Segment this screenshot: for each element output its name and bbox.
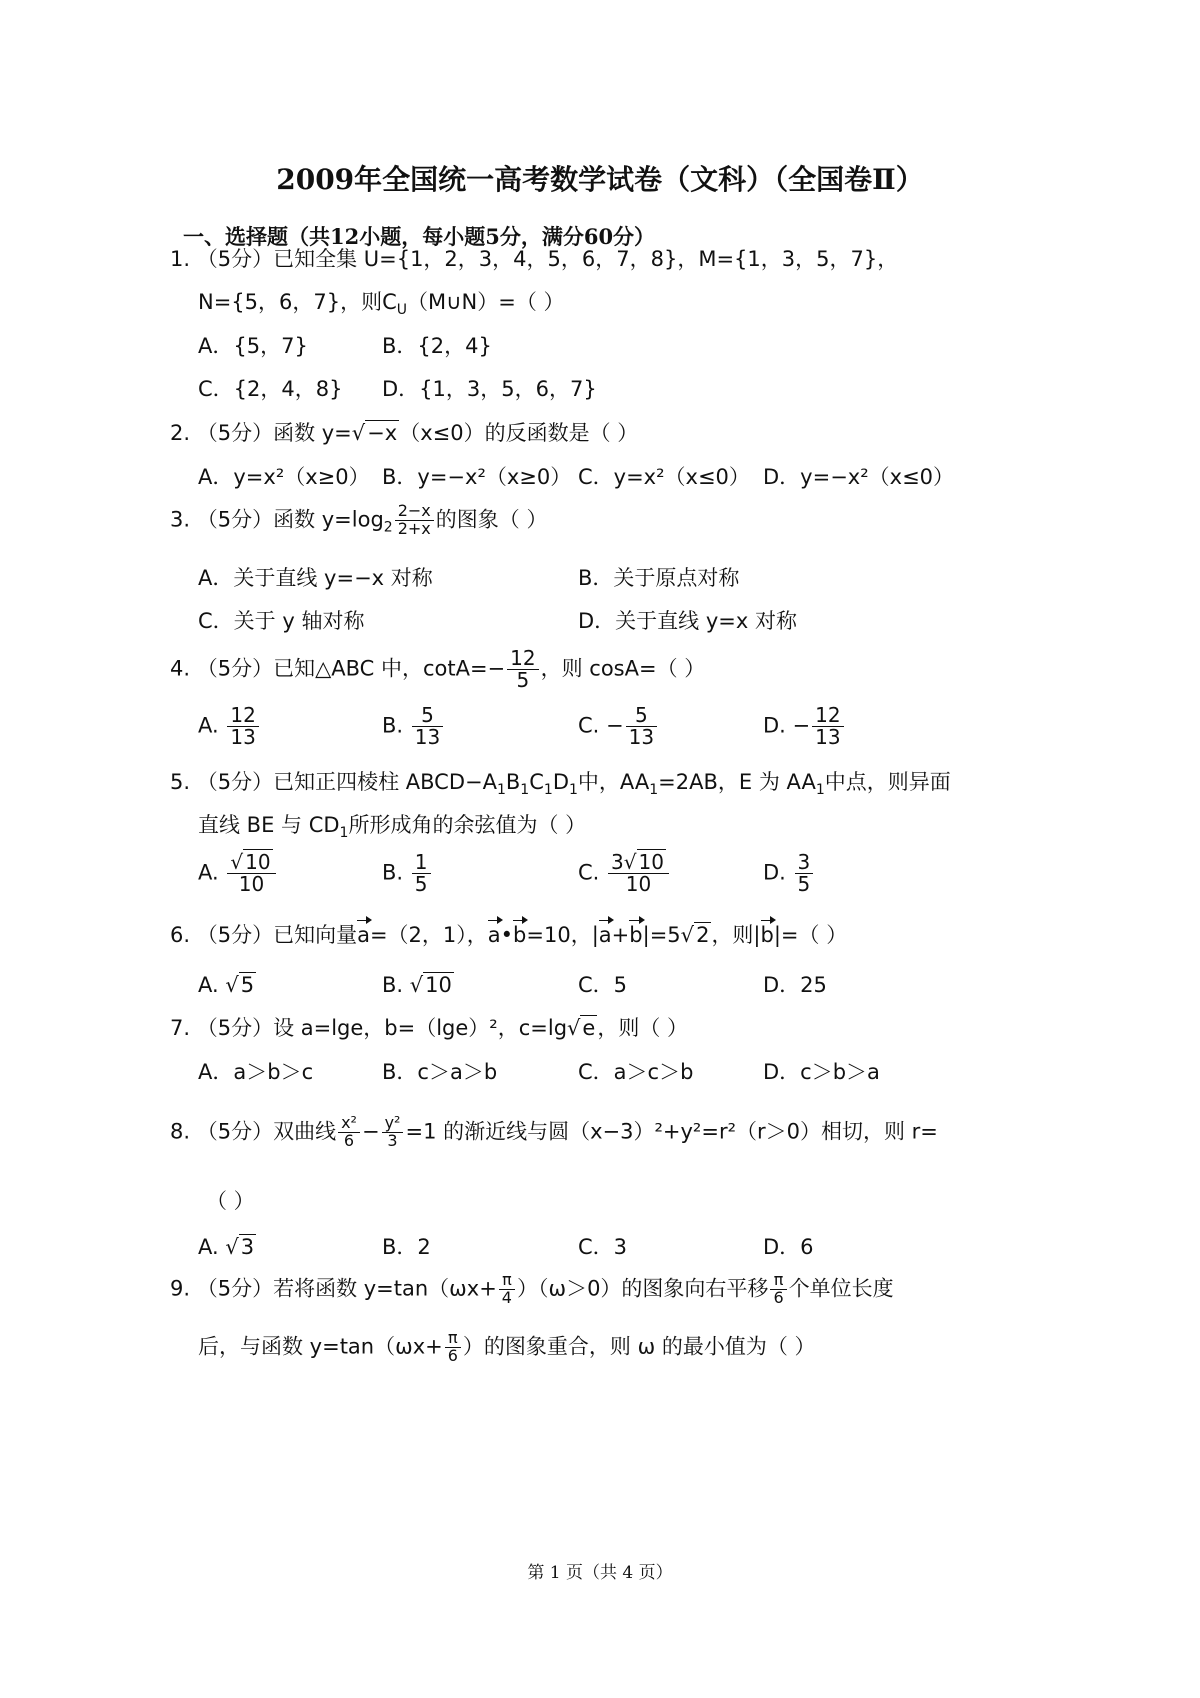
q6-p3: |=5 bbox=[642, 923, 681, 947]
q7-rad: e bbox=[582, 1016, 596, 1040]
q6-option-b bbox=[382, 973, 454, 998]
q1-line2 bbox=[198, 290, 565, 319]
q8-n2: y² bbox=[382, 1115, 404, 1133]
q5-s7: 1 bbox=[339, 825, 349, 842]
q5-c-den: 10 bbox=[625, 872, 652, 896]
q5-s6: 1 bbox=[815, 782, 825, 799]
q1-option-b: B．{2，4} bbox=[382, 334, 492, 358]
q4-option-b bbox=[382, 705, 445, 748]
q3-option-b: B．关于原点对称 bbox=[578, 566, 740, 590]
q4-d-sign: − bbox=[792, 713, 811, 738]
q6-p2: =10，| bbox=[526, 923, 599, 947]
page-footer: 第 1 页（共 4 页） bbox=[527, 1563, 673, 1583]
q9-n1: π bbox=[499, 1272, 515, 1290]
q5-b-den: 5 bbox=[414, 872, 428, 896]
q6-a-rad: 5 bbox=[240, 973, 255, 997]
q7-option-c: C．a＞c＞b bbox=[578, 1060, 694, 1084]
q6-p5: |=（ ） bbox=[773, 923, 848, 947]
q2-stem bbox=[170, 421, 638, 446]
q5-a-rad: 10 bbox=[245, 850, 271, 874]
q6-p4: ，则| bbox=[711, 923, 761, 947]
q5-line1 bbox=[170, 770, 951, 799]
q5-c1: C bbox=[529, 770, 544, 794]
q5-t6: 所形成角的余弦值为（ ） bbox=[348, 813, 587, 837]
q7-option-d: D．c＞b＞a bbox=[763, 1060, 880, 1084]
q8-minus: − bbox=[361, 1119, 380, 1144]
q3-num: 2−x bbox=[395, 503, 434, 521]
q2-post: （x≤0）的反函数是（ ） bbox=[399, 421, 639, 445]
q5-d1: D bbox=[552, 770, 569, 794]
q1-line1: 1. （5分）已知全集 U={1，2，3，4，5，6，7，8}，M={1，3，5，7}， bbox=[170, 247, 899, 271]
q1-line2-end: （M∪N）=（ ） bbox=[407, 290, 565, 314]
q4-c-label: C. bbox=[578, 713, 600, 738]
q1-option-a: A．{5，7} bbox=[198, 334, 308, 358]
q9-mid: ）（ω＞0）的图象向右平移 bbox=[516, 1276, 769, 1301]
q6-vec-a2: a bbox=[487, 923, 501, 947]
q3-fraction bbox=[395, 503, 434, 538]
q8-d1: 6 bbox=[343, 1130, 355, 1150]
q6-plus: + bbox=[611, 923, 630, 947]
q5-s1: 1 bbox=[496, 782, 506, 799]
q5-s4: 1 bbox=[568, 782, 578, 799]
q5-option-b bbox=[382, 852, 433, 895]
q7-stem bbox=[170, 1016, 688, 1041]
q6-pre: 6. （5分）已知向量 bbox=[170, 923, 358, 947]
q8-option-c: C．3 bbox=[578, 1235, 628, 1259]
q6-rad: 2 bbox=[696, 923, 710, 947]
q8-stem bbox=[170, 1115, 938, 1150]
q5-a-frac bbox=[227, 852, 275, 895]
q2-option-c: C．y=x²（x≤0） bbox=[578, 465, 750, 489]
q9-t3: ）的图象重合，则 ω 的最小值为（ ） bbox=[462, 1334, 816, 1359]
q5-t4: 中点，则异面 bbox=[824, 770, 951, 794]
q6-option-d: D．25 bbox=[763, 973, 827, 997]
q8-d2: 3 bbox=[387, 1130, 398, 1150]
q6-stem bbox=[170, 923, 847, 948]
q3-option-a: A．关于直线 y=−x 对称 bbox=[198, 566, 433, 590]
page-title: 2009年全国统一高考数学试卷（文科）（全国卷Ⅱ） bbox=[276, 163, 924, 196]
q4-den: 5 bbox=[516, 668, 530, 692]
q1-line2-text: N={5，6，7}，则C bbox=[198, 290, 397, 314]
q3-sub: 2 bbox=[383, 519, 393, 536]
q8-pre: 8. （5分）双曲线 bbox=[170, 1119, 337, 1144]
q5-c-rad: 10 bbox=[638, 850, 664, 874]
q4-c-frac bbox=[626, 705, 657, 748]
q7-pre: 7. （5分）设 a=lge，b=（lge）²，c=lg bbox=[170, 1016, 568, 1040]
q5-d-num: 3 bbox=[795, 852, 814, 874]
q4-option-c bbox=[578, 705, 659, 748]
q8-frac-y bbox=[382, 1115, 404, 1150]
q3-option-d: D．关于直线 y=x 对称 bbox=[578, 609, 797, 633]
q6-b-label: B. bbox=[382, 973, 404, 997]
q8-option-a bbox=[198, 1235, 256, 1260]
q8-post: =1 的渐近线与圆（x−3）²+y²=r²（r＞0）相切，则 r= bbox=[405, 1119, 938, 1144]
q1-option-d: D．{1，3，5，6，7} bbox=[382, 377, 597, 401]
q6-b-sqrt: √10 bbox=[409, 973, 452, 997]
q7-sqrt: √e bbox=[567, 1016, 596, 1040]
q6-vec-b3: b bbox=[760, 923, 774, 947]
q4-num: 12 bbox=[507, 648, 538, 670]
q2-pre: 2. （5分）函数 y= bbox=[170, 421, 352, 445]
q6-a-label: A. bbox=[198, 973, 219, 997]
q8-option-d: D．6 bbox=[763, 1235, 814, 1259]
q8-frac-x bbox=[338, 1115, 360, 1150]
q5-s3: 1 bbox=[543, 782, 553, 799]
q6-option-a bbox=[198, 973, 256, 998]
q5-line2 bbox=[198, 813, 586, 842]
q5-option-c bbox=[578, 852, 671, 895]
q5-a-den: 10 bbox=[238, 872, 265, 896]
q9-frac1 bbox=[499, 1272, 515, 1307]
q5-d-frac bbox=[795, 852, 814, 895]
q5-option-d bbox=[763, 852, 815, 895]
q5-s5: 1 bbox=[649, 782, 659, 799]
q8-n1: x² bbox=[338, 1115, 360, 1133]
q4-option-a bbox=[198, 705, 261, 748]
q9-frac2 bbox=[770, 1272, 786, 1307]
q4-d-label: D. bbox=[763, 713, 786, 738]
q9-t2: 后，与函数 y=tan（ωx+ bbox=[198, 1334, 443, 1359]
q5-s2: 1 bbox=[520, 782, 530, 799]
q2-sqrt: √−x bbox=[351, 421, 398, 445]
q9-d3: 6 bbox=[447, 1345, 458, 1365]
q6-b-rad: 10 bbox=[425, 973, 452, 997]
q4-a-den: 13 bbox=[230, 725, 256, 749]
q4-b-num: 5 bbox=[412, 705, 443, 727]
q5-d-label: D. bbox=[763, 860, 786, 885]
q2-option-d: D．y=−x²（x≤0） bbox=[763, 465, 955, 489]
q9-n2: π bbox=[770, 1272, 786, 1290]
q6-vec-a3: a bbox=[598, 923, 612, 947]
q2-option-a: A．y=x²（x≥0） bbox=[198, 465, 370, 489]
q4-c-num: 5 bbox=[626, 705, 657, 727]
q3-den: 2+x bbox=[397, 518, 431, 538]
q4-d-den: 13 bbox=[815, 725, 841, 749]
q9-post: 个单位长度 bbox=[788, 1276, 894, 1301]
q4-option-d bbox=[763, 705, 846, 748]
q8-a-rad: 3 bbox=[240, 1235, 255, 1259]
q3-stem bbox=[170, 503, 547, 538]
q8-a-label: A. bbox=[198, 1235, 219, 1259]
q4-a-label: A. bbox=[198, 713, 219, 738]
q1-sub: U bbox=[396, 302, 408, 319]
q5-b-frac bbox=[412, 852, 431, 895]
q4-post: ，则 cosA=（ ） bbox=[540, 656, 706, 681]
q4-d-frac bbox=[812, 705, 843, 748]
q6-vec-b2: b bbox=[629, 923, 643, 947]
q4-stem bbox=[170, 648, 705, 691]
q5-t5: 直线 BE 与 CD bbox=[198, 813, 340, 837]
q6-dot: • bbox=[500, 923, 514, 947]
q4-a-frac bbox=[227, 705, 258, 748]
q4-a-num: 12 bbox=[227, 705, 258, 727]
q6-a-sqrt: √5 bbox=[225, 973, 255, 997]
q9-n3: π bbox=[445, 1330, 461, 1348]
q6-vec-b: b bbox=[513, 923, 527, 947]
q7-post: ，则（ ） bbox=[597, 1016, 689, 1040]
q5-b-num: 1 bbox=[412, 852, 431, 874]
q5-t1: 5. （5分）已知正四棱柱 ABCD−A bbox=[170, 770, 497, 794]
q8-a-sqrt: √3 bbox=[225, 1235, 255, 1259]
q3-post: 的图象（ ） bbox=[435, 507, 548, 532]
q4-b-den: 13 bbox=[414, 725, 441, 749]
q8-line2: （ ） bbox=[206, 1189, 255, 1213]
q3-pre: 3. （5分）函数 y=log bbox=[170, 507, 384, 532]
q5-option-a bbox=[198, 852, 278, 895]
q4-d-num: 12 bbox=[812, 705, 843, 727]
q4-fraction bbox=[507, 648, 538, 691]
q9-d1: 4 bbox=[501, 1287, 512, 1307]
q5-b1: B bbox=[505, 770, 521, 794]
q5-t2: 中，AA bbox=[577, 770, 650, 794]
q4-b-frac bbox=[412, 705, 443, 748]
q4-pre: 4. （5分）已知△ABC 中，cotA=− bbox=[170, 656, 506, 681]
q9-pre: 9. （5分）若将函数 y=tan（ωx+ bbox=[170, 1276, 497, 1301]
q5-d-den: 5 bbox=[797, 872, 811, 896]
q5-t3: =2AB，E 为 AA bbox=[658, 770, 816, 794]
q5-c-label: C. bbox=[578, 860, 600, 885]
q7-option-b: B．c＞a＞b bbox=[382, 1060, 498, 1084]
q3-option-c: C．关于 y 轴对称 bbox=[198, 609, 365, 633]
q8-option-b: B．2 bbox=[382, 1235, 431, 1259]
q5-b-label: B. bbox=[382, 860, 404, 885]
q9-line2 bbox=[198, 1330, 816, 1365]
q5-c-num: 3√ 10 bbox=[608, 852, 669, 874]
q9-d2: 6 bbox=[773, 1287, 784, 1307]
q9-frac3 bbox=[445, 1330, 461, 1365]
q7-option-a: A．a＞b＞c bbox=[198, 1060, 314, 1084]
q4-b-label: B. bbox=[382, 713, 404, 738]
q5-a-label: A. bbox=[198, 860, 219, 885]
q6-sqrt: √2 bbox=[680, 923, 710, 947]
q6-vec-a: a bbox=[357, 923, 370, 947]
section-heading: 一、选择题（共12小题，每小题5分，满分60分） bbox=[183, 224, 656, 249]
q4-c-sign: − bbox=[606, 713, 624, 738]
q5-a-num: √ 10 bbox=[227, 852, 275, 874]
q6-p1: =（2，1）， bbox=[369, 923, 488, 947]
q9-line1 bbox=[170, 1272, 894, 1307]
q5-c-coef: 3 bbox=[611, 850, 624, 874]
q2-radicand: −x bbox=[367, 421, 398, 445]
q4-c-den: 13 bbox=[628, 725, 655, 749]
q6-option-c: C．5 bbox=[578, 973, 628, 997]
q2-option-b: B．y=−x²（x≥0） bbox=[382, 465, 572, 489]
q5-c-frac bbox=[608, 852, 669, 895]
q1-option-c: C．{2，4，8} bbox=[198, 377, 343, 401]
